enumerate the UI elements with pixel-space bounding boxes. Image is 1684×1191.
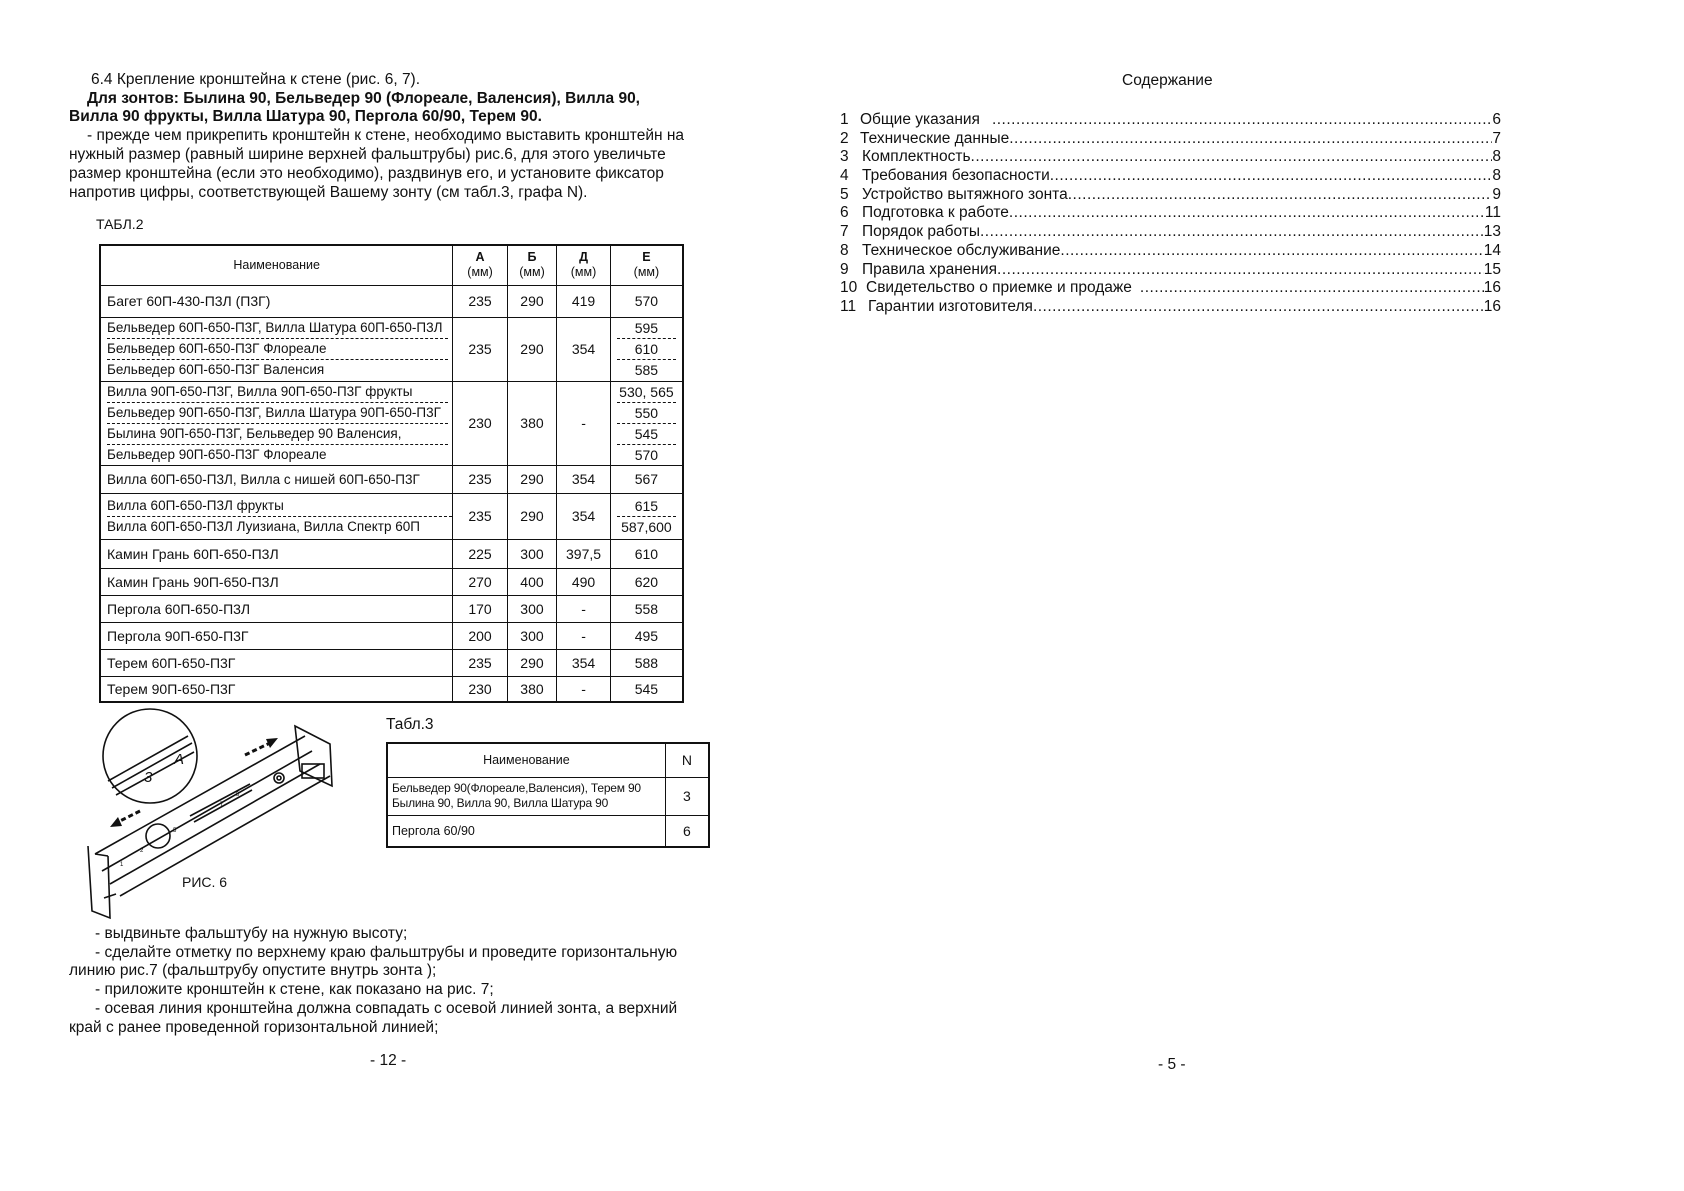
toc-leader <box>1009 129 1492 148</box>
toc-leader <box>1068 185 1493 204</box>
table-row <box>100 649 683 676</box>
table2-header-b <box>507 245 556 285</box>
instruction-line-2: нужный размер (равный ширине верхней фальштрубы) рис.6, для этого увеличьте <box>69 146 666 163</box>
toc-num: 5 <box>840 186 849 203</box>
cell-e: 545 <box>610 676 683 702</box>
table-row <box>100 317 683 381</box>
instruction-line-3: размер кронштейна (если это необходимо), раздвинув его, и установите фиксатор <box>69 165 664 182</box>
toc-page: 16 <box>1483 298 1501 315</box>
toc-num: 7 <box>840 223 849 240</box>
cell-a: 235 <box>453 317 507 381</box>
step-line-1: - выдвиньте фальштубу на нужную высоту; <box>95 925 408 942</box>
row-name: Пергола 90П-650-П3Г <box>100 622 453 649</box>
e-value: 585 <box>634 362 659 378</box>
scale-mark: 7 <box>220 802 224 808</box>
row-name: Бельведер 60П-650-П3Г Флореале <box>107 339 448 360</box>
arrow-left <box>118 811 140 822</box>
toc-num: 4 <box>840 167 849 184</box>
row-name: Камин Грань 90П-650-П3Л <box>100 568 453 595</box>
cell-a: 270 <box>453 568 507 595</box>
header-d-label: Д <box>579 250 588 265</box>
row-name: Былина 90П-650-П3Г, Бельведер 90 Валенсия, <box>107 424 448 445</box>
table-row <box>100 568 683 595</box>
row-name: Вилла 60П-650-П3Л, Вилла с нишей 60П-650-П3Г <box>100 465 453 493</box>
table3-row-name <box>387 777 665 815</box>
table-row <box>387 815 709 847</box>
toc-page: 8 <box>1492 148 1501 165</box>
e-value: 615 <box>617 496 676 517</box>
table-row <box>100 539 683 568</box>
cell-b: 380 <box>507 676 556 702</box>
cell-b: 300 <box>507 595 556 622</box>
table3-caption: Табл.3 <box>386 716 434 733</box>
toc-leader <box>1009 203 1485 222</box>
table2-header-a <box>453 245 507 285</box>
toc-page: 16 <box>1483 279 1501 296</box>
toc-item <box>840 166 1501 185</box>
toc-page: 6 <box>1492 111 1501 128</box>
table-row <box>100 465 683 493</box>
cell-b: 380 <box>507 381 556 465</box>
table3-row-n: 6 <box>665 815 709 847</box>
toc-item <box>840 260 1501 279</box>
toc-item <box>840 129 1501 148</box>
cell-d: 397,5 <box>557 539 611 568</box>
name-line: Бельведер 90(Флореале,Валенсия), Терем 90 <box>392 781 641 795</box>
section-heading: 6.4 Крепление кронштейна к стене (рис. 6, 7). <box>91 71 421 88</box>
cell-b: 290 <box>507 649 556 676</box>
row-name: Бельведер 60П-650-П3Г, Вилла Шатура 60П-650-П3Л <box>107 318 448 339</box>
table2-header-row <box>100 245 683 285</box>
table3-header-name: Наименование <box>387 743 665 777</box>
toc-page: 14 <box>1483 242 1501 259</box>
row-name: Вилла 60П-650-П3Л фрукты <box>107 496 452 517</box>
toc-item <box>840 278 1501 297</box>
table3-header-row <box>387 743 709 777</box>
cell-d: 354 <box>557 317 611 381</box>
header-d-unit: (мм) <box>570 265 597 280</box>
step-line-3: линию рис.7 (фальштрубу опустите внутрь зонта ); <box>69 962 437 979</box>
fixator-table <box>386 742 710 848</box>
row-names <box>100 493 453 539</box>
cell-d: 354 <box>557 493 611 539</box>
cell-d: - <box>557 381 611 465</box>
toc-page: 7 <box>1492 130 1501 147</box>
table2-header-d <box>557 245 611 285</box>
table2-caption: ТАБЛ.2 <box>96 216 144 232</box>
dimensions-table <box>99 244 684 703</box>
arrow-right <box>245 743 270 755</box>
toc-leader <box>980 222 1484 241</box>
cell-e <box>610 381 683 465</box>
cell-e: 495 <box>610 622 683 649</box>
row-name: Бельведер 90П-650-П3Г Флореале <box>107 446 327 462</box>
table-row <box>100 676 683 702</box>
cell-b: 290 <box>507 285 556 317</box>
row-name: Терем 90П-650-П3Г <box>100 676 453 702</box>
figure-caption: РИС. 6 <box>182 874 228 890</box>
cell-e <box>610 493 683 539</box>
header-e-unit: (мм) <box>633 265 660 280</box>
name-line: Былина 90, Вилла 90, Вилла Шатура 90 <box>392 796 609 810</box>
toc-num: 6 <box>840 204 849 221</box>
cell-e: 620 <box>610 568 683 595</box>
right-page-number: - 5 - <box>1158 1056 1186 1073</box>
toc-leader <box>992 110 1492 129</box>
contents-title: Содержание <box>1122 72 1213 89</box>
toc-page: 13 <box>1483 223 1501 240</box>
toc-item <box>840 297 1501 316</box>
scale-mark: 8 <box>236 792 240 798</box>
row-name: Бельведер 90П-650-П3Г, Вилла Шатура 90П-650-П3Г <box>107 403 448 424</box>
row-name: Вилла 90П-650-П3Г, Вилла 90П-650-П3Г фрукты <box>107 382 448 403</box>
toc-num: 2 <box>840 130 849 147</box>
step-line-6: край с ранее проведенной горизонтальной линией; <box>69 1019 439 1036</box>
header-b-unit: (мм) <box>519 265 545 280</box>
header-e-label: Е <box>642 250 651 265</box>
bracket-hole <box>274 773 284 783</box>
row-names <box>100 317 453 381</box>
toc-label: Правила хранения <box>862 261 998 278</box>
cell-a: 235 <box>453 285 507 317</box>
cell-e: 570 <box>610 285 683 317</box>
cell-a: 200 <box>453 622 507 649</box>
e-value: 610 <box>617 339 676 360</box>
cell-d: - <box>557 595 611 622</box>
cell-a: 170 <box>453 595 507 622</box>
toc-label: Требования безопасности <box>862 167 1050 184</box>
toc-num: 9 <box>840 261 849 278</box>
cell-e: 588 <box>610 649 683 676</box>
table-row <box>100 285 683 317</box>
toc-page: 15 <box>1483 261 1501 278</box>
table2-header-e <box>610 245 683 285</box>
fig-label-a: А <box>174 751 185 768</box>
e-value: 587,600 <box>621 518 672 535</box>
toc-label: Порядок работы <box>862 223 980 240</box>
row-name: Пергола 60П-650-П3Л <box>100 595 453 622</box>
toc-label: Гарантии изготовителя <box>868 298 1033 315</box>
toc-leader <box>1033 297 1484 316</box>
instruction-line-1: - прежде чем прикрепить кронштейн к стене, необходимо выставить кронштейн на <box>87 127 685 144</box>
toc-item <box>840 110 1501 129</box>
row-name: Терем 60П-650-П3Г <box>100 649 453 676</box>
cell-d: 490 <box>557 568 611 595</box>
row-name: Камин Грань 60П-650-П3Л <box>100 539 453 568</box>
table-row <box>387 777 709 815</box>
table3-row-n: 3 <box>665 777 709 815</box>
instruction-line-4: напротив цифры, соответствующей Вашему зонту (см табл.3, графа N). <box>69 184 588 201</box>
toc-leader <box>971 147 1493 166</box>
row-name: Багет 60П-430-П3Л (П3Г) <box>100 285 453 317</box>
table3-row-name <box>387 815 665 847</box>
toc-num: 8 <box>840 242 849 259</box>
cell-a: 235 <box>453 649 507 676</box>
cell-d: 419 <box>557 285 611 317</box>
cell-b: 290 <box>507 493 556 539</box>
toc-page: 9 <box>1492 186 1501 203</box>
step-line-2: - сделайте отметку по верхнему краю фальштрубы и проведите горизонтальную <box>95 944 678 961</box>
toc-item <box>840 203 1501 222</box>
row-name: Бельведер 60П-650-П3Г Валенсия <box>107 362 325 377</box>
toc-item <box>840 222 1501 241</box>
toc-label: Техническое обслуживание <box>862 242 1061 259</box>
toc-page: 11 <box>1484 204 1501 221</box>
toc-label: Свидетельство о приемке и продаже <box>866 279 1132 296</box>
scale-mark: 5 <box>173 828 177 834</box>
toc-item <box>840 185 1501 204</box>
toc-leader <box>1060 241 1483 260</box>
cell-d: 354 <box>557 465 611 493</box>
step-line-5: - осевая линия кронштейна должна совпадать с осевой линией зонта, а верхний <box>95 1000 678 1017</box>
cell-e: 567 <box>610 465 683 493</box>
cell-a: 235 <box>453 465 507 493</box>
umbrella-list-line-1: Для зонтов: Былина 90, Бельведер 90 (Флореале, Валенсия), Вилла 90, <box>87 90 640 107</box>
toc-label: Подготовка к работе <box>862 204 1009 221</box>
table-row <box>100 493 683 539</box>
toc-leader <box>1050 166 1493 185</box>
toc-leader <box>997 260 1484 279</box>
cell-e: 558 <box>610 595 683 622</box>
toc-num: 1 <box>840 111 849 128</box>
toc-label: Устройство вытяжного зонта <box>862 186 1068 203</box>
cell-a: 225 <box>453 539 507 568</box>
e-value: 530, 565 <box>617 382 676 403</box>
header-b-label: Б <box>527 250 537 265</box>
table-row <box>100 595 683 622</box>
cell-e: 610 <box>610 539 683 568</box>
cell-d: 354 <box>557 649 611 676</box>
row-name: Вилла 60П-650-П3Л Луизиана, Вилла Спектр 60П <box>107 518 420 534</box>
toc-num: 10 <box>840 279 858 296</box>
step-line-4: - приложите кронштейн к стене, как показано на рис. 7; <box>95 981 494 998</box>
table2-header-name: Наименование <box>100 245 453 285</box>
e-value: 570 <box>634 446 659 463</box>
e-value: 545 <box>617 424 676 445</box>
toc-item <box>840 147 1501 166</box>
e-value: 550 <box>617 403 676 424</box>
e-value: 595 <box>617 318 676 339</box>
left-page-number: - 12 - <box>370 1052 407 1069</box>
toc-leader <box>1140 278 1484 297</box>
table-row <box>100 381 683 465</box>
detail-circle <box>146 824 170 848</box>
toc-num: 3 <box>840 148 849 165</box>
cell-b: 300 <box>507 539 556 568</box>
toc-page: 8 <box>1492 167 1501 184</box>
toc-label: Общие указания <box>860 111 980 128</box>
cell-a: 235 <box>453 493 507 539</box>
scale-mark: 1 <box>120 862 124 868</box>
cell-d: - <box>557 676 611 702</box>
cell-b: 300 <box>507 622 556 649</box>
cell-d: - <box>557 622 611 649</box>
cell-b: 290 <box>507 317 556 381</box>
cell-a: 230 <box>453 676 507 702</box>
name-line: Пергола 60/90 <box>392 823 475 838</box>
bracket-box <box>302 764 324 778</box>
cell-a: 230 <box>453 381 507 465</box>
cell-b: 400 <box>507 568 556 595</box>
fig-label-3: 3 <box>144 769 153 786</box>
umbrella-list-line-2: Вилла 90 фрукты, Вилла Шатура 90, Пергола 60/90, Терем 90. <box>69 108 542 125</box>
scale-mark: 2 <box>140 848 144 854</box>
toc-label: Комплектность <box>862 148 971 165</box>
toc-item <box>840 241 1501 260</box>
table-row <box>100 622 683 649</box>
toc-label: Технические данные <box>860 130 1010 147</box>
header-a-unit: (мм) <box>467 265 493 280</box>
header-a-label: А <box>475 250 485 265</box>
cell-e <box>610 317 683 381</box>
row-names <box>100 381 453 465</box>
cell-b: 290 <box>507 465 556 493</box>
toc-num: 11 <box>840 298 857 315</box>
table3-header-n: N <box>665 743 709 777</box>
